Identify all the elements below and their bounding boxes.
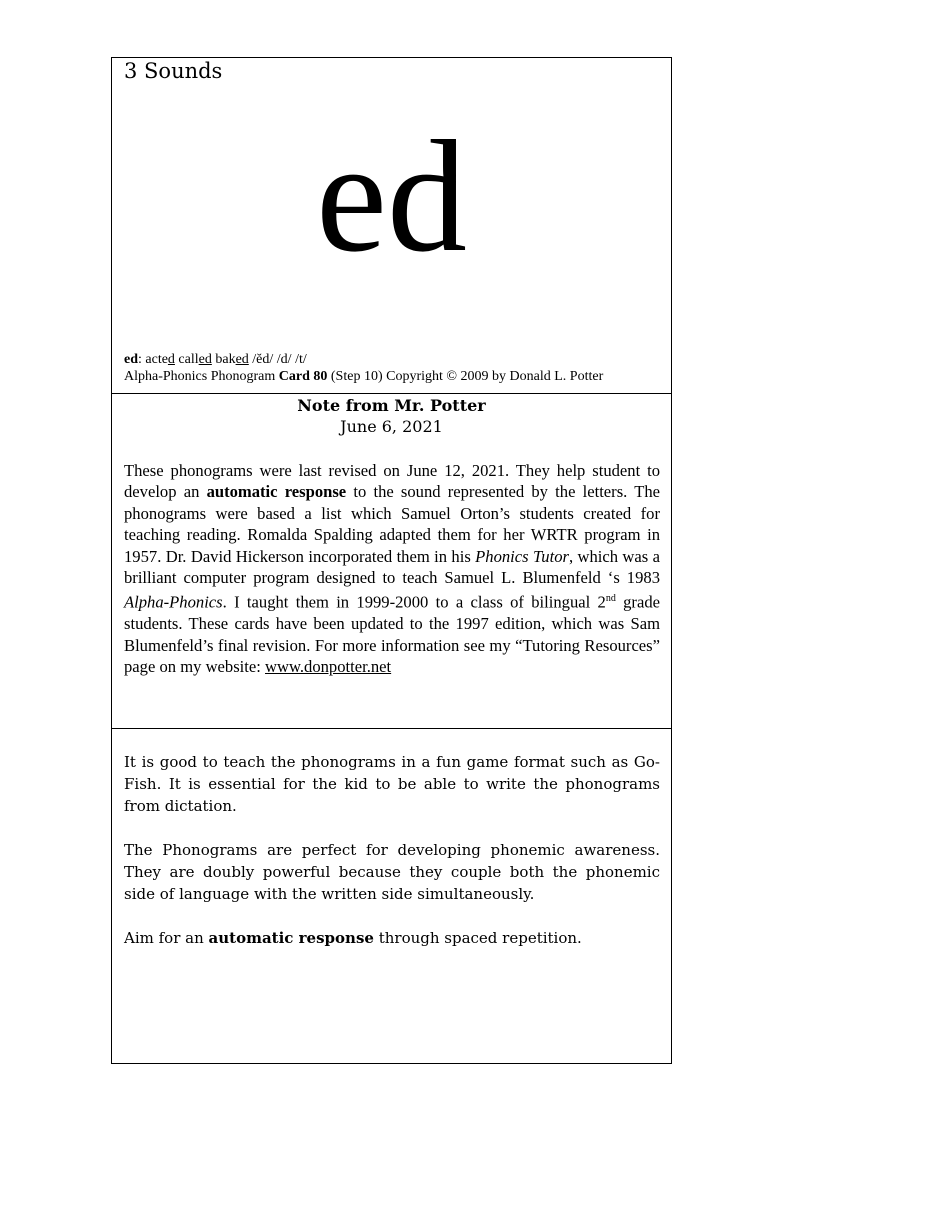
copyright-line [124,368,603,385]
note-title: Note from Mr. Potter [297,396,486,415]
text: . I taught them in 1999-2000 to a class of bilingual 2 [222,592,606,612]
note-date: June 6, 2021 [340,417,443,436]
phonogram-label: ed [124,352,138,367]
text: These phonograms were last revised on June 12, 2021. They help student to develop an [124,461,660,502]
bold-text: automatic response [206,482,347,502]
card-front [112,58,671,394]
sounds-count: 3 Sounds [124,59,223,83]
bold-text: automatic response [208,929,374,947]
phonogram-card [111,57,672,1064]
example-word: call [178,352,199,367]
footer-text: Alpha-Phonics Phonogram [124,369,279,384]
sound-list: /ĕd/ /d/ /t/ [248,352,307,367]
text: through spaced repetition. [373,929,582,947]
example-word: acte [145,352,168,367]
example-underline: ed [235,352,249,367]
italic-text: Alpha-Phonics [124,592,223,612]
example-word: bak [215,352,236,367]
text: , which was a brilliant computer program designed to teach Samuel L. Blumenfeld ‘s 1983 [124,546,660,588]
footer-text: (Step 10) Copyright © 2009 by Donald L. Potter [327,369,604,384]
tips-section [112,729,671,1063]
note-section [112,393,671,729]
text: grade students. These cards have been updated to the 1997 edition, which was Sam Blumenfeld’s final revision. For more information see my “Tutoring Resources” page on my website: [124,592,660,677]
superscript: nd [605,593,616,605]
colon: : [138,352,146,367]
tip-paragraph: The Phonograms are perfect for developing phonemic awareness. They are doubly powerful because they couple both the phonemic side of language with the written side simultaneously. [124,841,660,903]
card-number: Card 80 [278,369,328,384]
tip-paragraph: It is good to teach the phonograms in a fun game format such as Go-Fish. It is essential for the kid to be able to write the phonograms from dictation. [124,753,660,815]
website-link[interactable]: www.donpotter.net [265,657,392,677]
text: to the sound represented by the letters. The phonograms were based a list which Samuel Orton’s students created for teaching reading. Romalda Spalding adapted them for her WRTR program in 1957. Dr. David Hickerson incorporated them in his [124,482,660,566]
phonogram: ed [315,107,467,285]
note-paragraph [124,460,660,678]
example-underline: ed [198,352,212,367]
tip-paragraph [124,927,660,949]
example-underline: d [167,352,175,367]
examples-line [124,351,603,368]
italic-text: Phonics Tutor [475,546,569,566]
text: Aim for an [124,929,209,947]
card-caption [124,351,603,385]
